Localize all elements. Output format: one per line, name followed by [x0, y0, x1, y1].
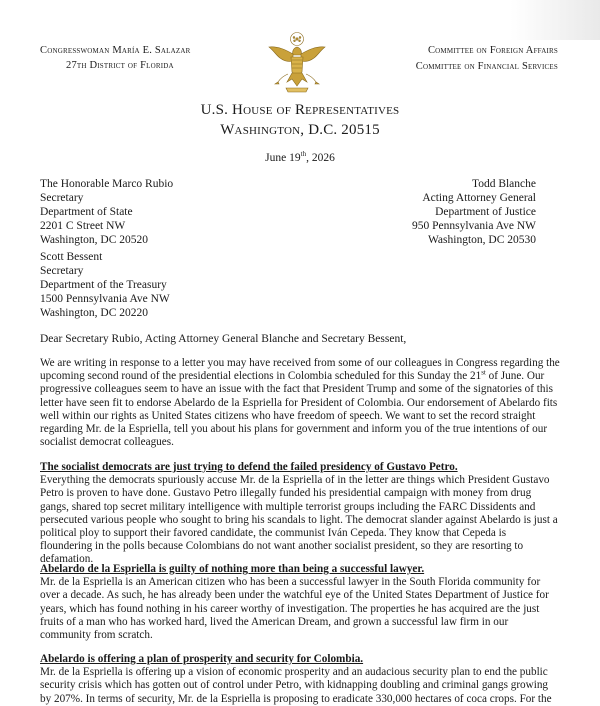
letterhead-left: [40, 43, 190, 73]
district-name: 27th District of Florida: [66, 60, 174, 71]
house-city: Washington, D.C. 20515: [220, 122, 380, 138]
section-petro: [40, 461, 561, 567]
section-prosperity: [40, 653, 561, 706]
section-heading: Abelardo de la Espriella is guilty of nothing more than being a successful lawyer.: [40, 563, 425, 575]
congresswoman-name: Congresswoman María E. Salazar: [40, 45, 191, 56]
section-heading: The socialist democrats are just trying to defend the failed presidency of Gustavo Petro.: [40, 461, 458, 473]
recipient-rubio: The Honorable Marco Rubio Secretary Department of State 2201 C Street NW Washington, DC 20520: [40, 178, 174, 246]
section-lawyer: [40, 563, 561, 642]
committee-foreign-affairs: Committee on Foreign Affairs: [427, 45, 558, 56]
section-body: Mr. de la Espriella is offering up a vision of economic prosperity and an audacious security plan to end the public security crisis which has gotten out of control under Petro, with kidnapping doubling and criminal gangs growing by 207%. In terms of security, Mr. de la Espriella is proposing to eradicate 330,000 hectares of coca crops. For the: [40, 666, 552, 705]
house-address: [0, 100, 600, 140]
letter-date: June 19th, 2026: [265, 150, 335, 164]
house-name: U.S. House of Representatives: [200, 102, 400, 118]
page-edge-shadow: [510, 0, 600, 40]
recipient-bessent: Scott Bessent Secretary Department of the Treasury 1500 Pennsylvania Ave NW Washington, DC 20220: [40, 251, 170, 319]
recipient-blanche: Todd Blanche Acting Attorney General Department of Justice 950 Pennsylvania Ave NW Washington, DC 20530: [411, 178, 536, 246]
salutation: Dear Secretary Rubio, Acting Attorney General Blanche and Secretary Bessent,: [40, 333, 407, 345]
great-seal-eagle-icon: [266, 30, 328, 96]
section-body: Mr. de la Espriella is an American citizen who has been a successful lawyer in the South Florida community for over a decade. As such, he has already been under the watchful eye of the United States Department of Justice for years, which has found nothing in his career worthy of investigation. The properties he has acquired are the just fruits of a man who has worked hard, lived the American Dream, and grown a successful law firm in our community from scratch.: [40, 576, 549, 642]
intro-paragraph: We are writing in response to a letter you may have received from some of our colleagues in Congress regarding the upcoming second round of the presidential elections in Colombia scheduled for this Sunday the 21st of June. Our progressive colleagues seem to have an issue with the fact that President Trump and some of the signatories of this letter have seen fit to endorse Abelardo de la Espriella for President of Colombia. Our endorsement of Abelardo fits well within our rights as United States citizens who have freedom of speech. We want to set the record straight regarding Mr. de la Espriella, tell you about his plans for government and inform you of the true intentions of our socialist democrat colleagues.: [40, 357, 560, 449]
letterhead-right: [416, 43, 558, 75]
section-body: Everything the democrats spuriously accuse Mr. de la Espriella of in the letter are things which President Gustavo Petro is proven to have done. Gustavo Petro illegally funded his presidential campaign with money from drug gangs, shared top secret military intelligence with multiple terrorist groups including the FARC Dissidents and persecuted various people who sought to bring his scandals to light. The democrat slander against Abelardo is just a political ploy to support their favored candidate, the communist Iván Cepeda. They know that Cepeda is floundering in the polls because Colombians do not want another socialist president, so they are resorting to defamation.: [40, 474, 558, 566]
section-heading: Abelardo is offering a plan of prosperity and security for Colombia.: [40, 653, 364, 665]
committee-financial-services: Committee on Financial Services: [415, 61, 558, 72]
